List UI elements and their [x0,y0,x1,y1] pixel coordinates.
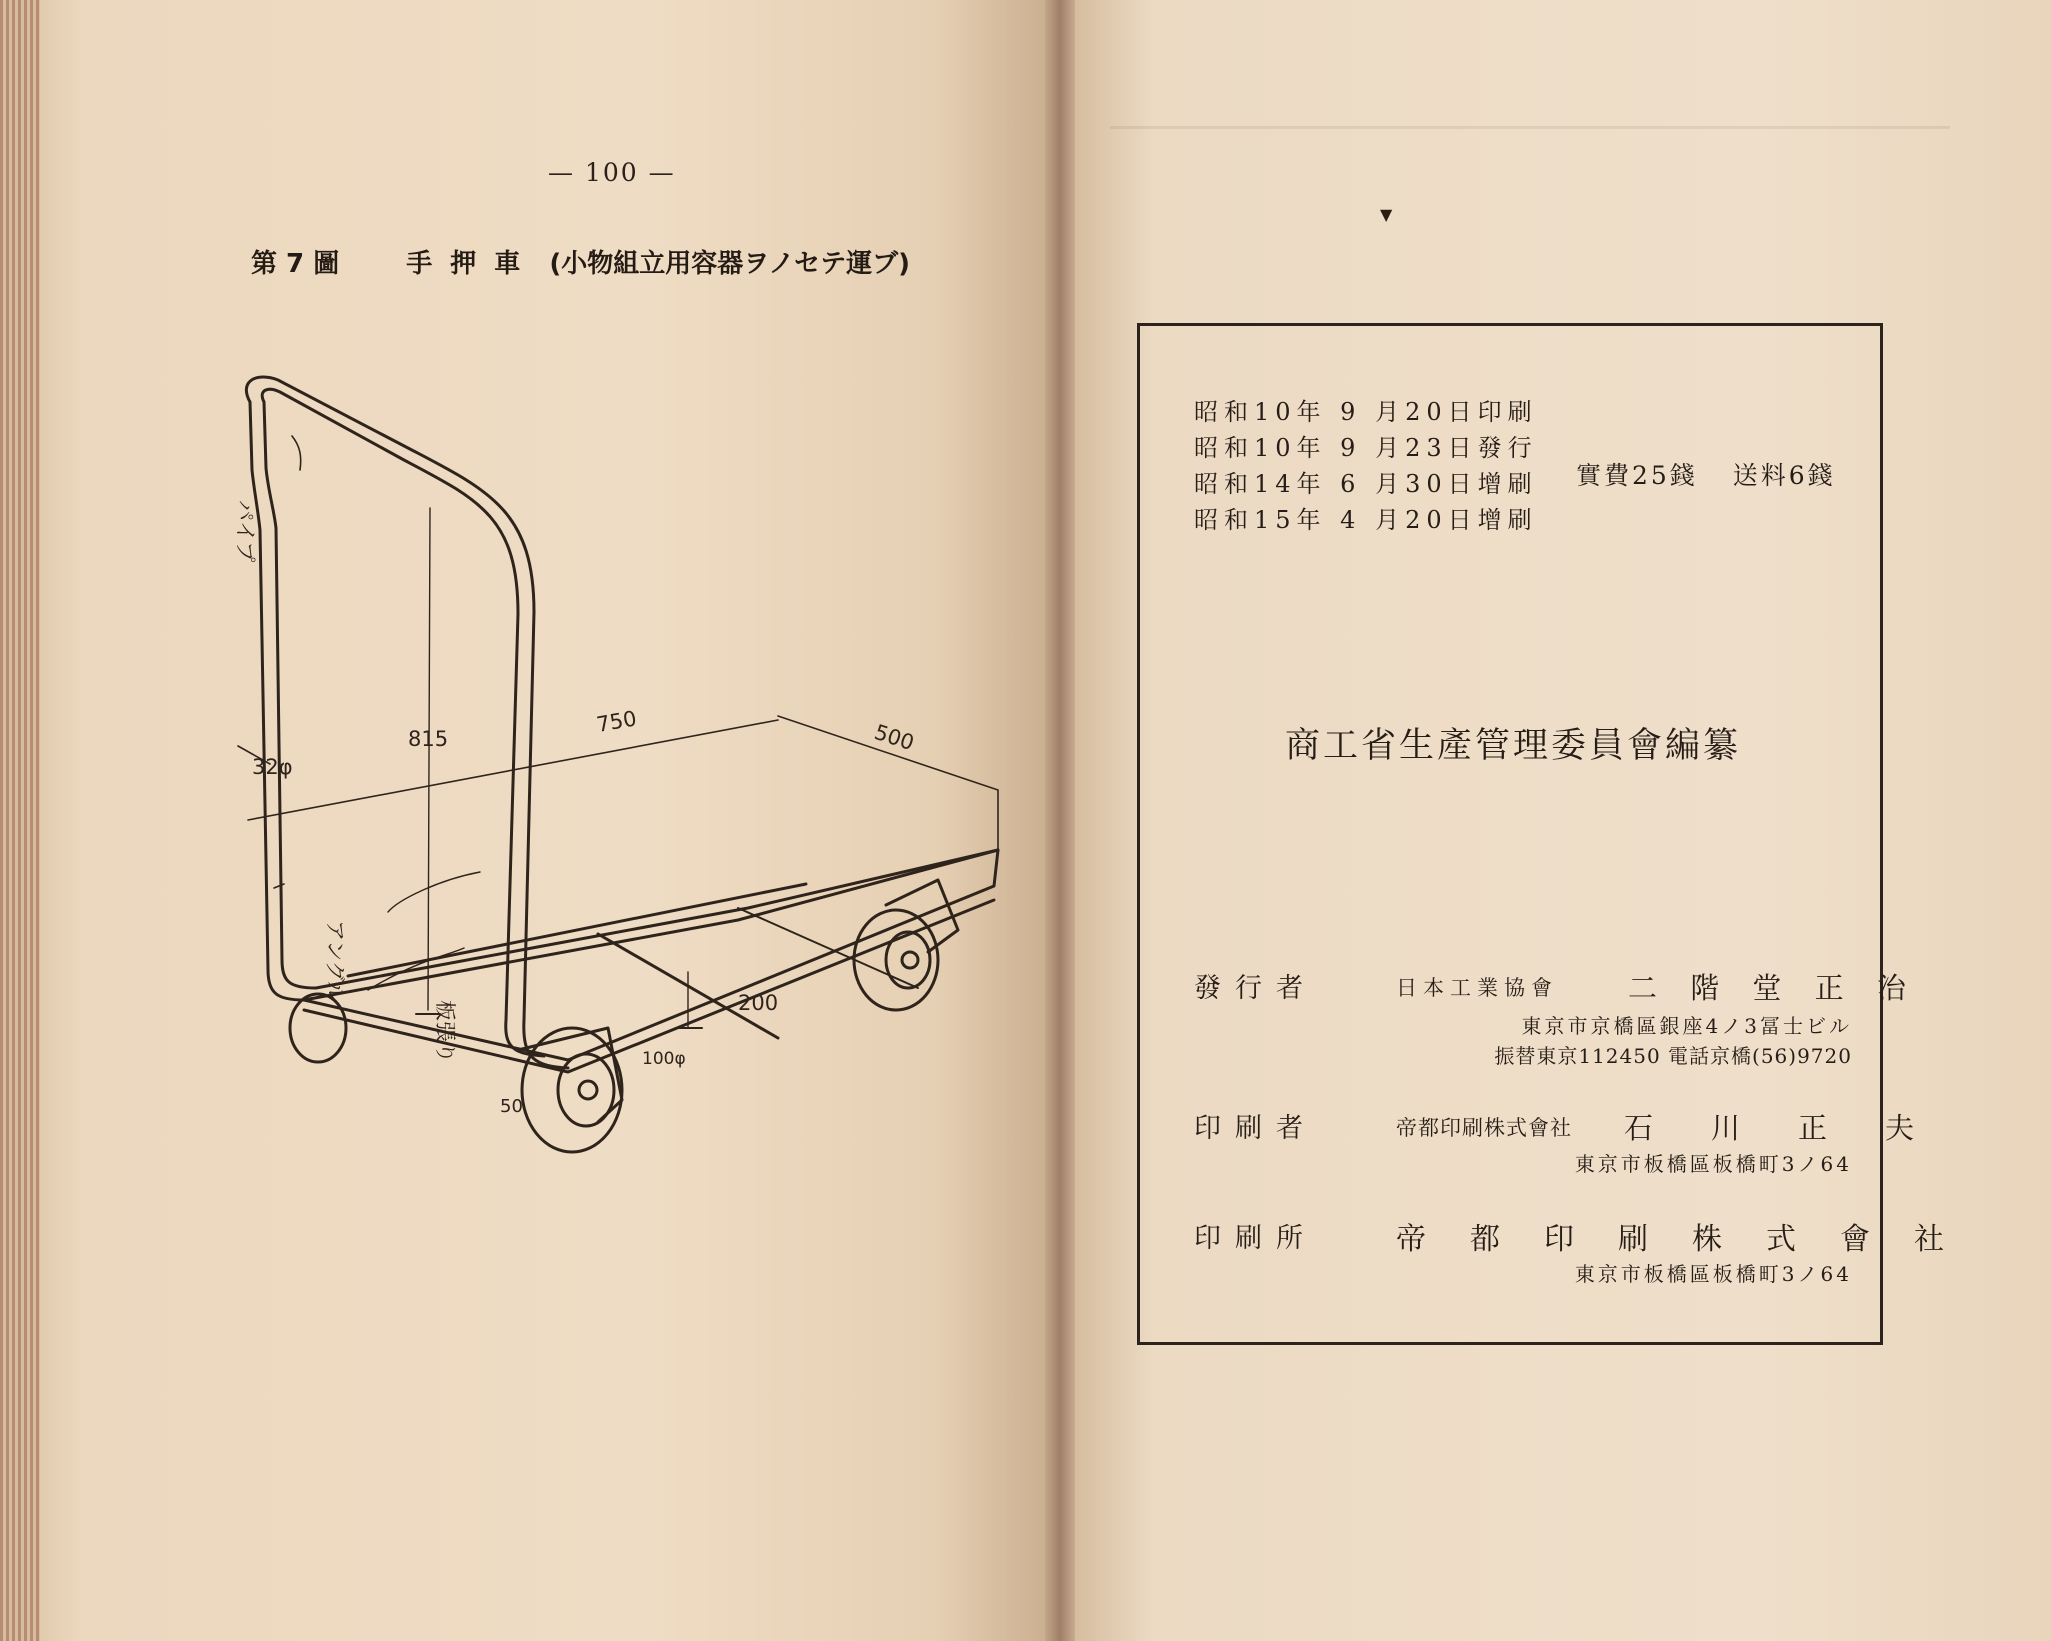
print-dates [1194,394,1538,538]
date-row: 昭和10年 9 月23日發行 [1194,434,1538,462]
label-pipe-diameter: 32φ [252,755,293,779]
price-info [1576,456,1836,492]
printer-address: 東京市板橋區板橋町3ノ64 [1574,1152,1852,1176]
show-through-line [1110,126,1950,129]
printing-house-name: 帝都印刷株式會社 [1396,1222,1988,1257]
book-gutter [1045,0,1075,1641]
price: 實費25錢 [1576,461,1698,490]
printing-house-role: 印刷所 [1194,1223,1317,1254]
label-pipe: パイプ [233,500,257,563]
printing-house-address: 東京市板橋區板橋町3ノ64 [1574,1262,1852,1286]
caster-wheel-front [522,1028,622,1152]
label-height: 815 [408,727,449,751]
figure-number: 第 7 圖 [251,249,340,279]
publisher-role: 發行者 [1194,973,1317,1004]
label-wheel-width: 50 [500,1096,523,1117]
page-edges [0,0,40,1641]
hand-cart-drawing [218,360,1018,1160]
label-board: 板張り [433,1000,457,1063]
colophon-box [1137,323,1988,1345]
mark-triangle: ▼ [1380,205,1393,224]
postage: 送料6錢 [1732,461,1836,490]
label-width: 500 [871,719,918,756]
left-page [18,0,1060,1641]
label-wheel-diameter: 100φ [642,1049,686,1069]
publisher-name: 二 階 堂 正 治 [1628,971,1918,1005]
figure-caption [251,243,910,280]
label-angle: アングル [323,920,347,1003]
publisher-phone: 振替東京112450 電話京橋(56)9720 [1494,1044,1852,1068]
cart-deck [304,850,998,1060]
printer-org: 帝都印刷株式會社 [1396,1116,1572,1140]
page-number: — 100 — [548,158,676,187]
figure-title: 手押車 [406,249,539,279]
compiler: 商工省生產管理委員會編纂 [1284,726,1741,766]
date-row: 昭和14年 6 月30日增刷 [1194,470,1538,498]
printer-role: 印刷者 [1194,1113,1317,1144]
printer-name: 石 川 正 夫 [1624,1111,1915,1145]
date-row: 昭和10年 9 月20日印刷 [1194,398,1538,426]
date-row: 昭和15年 4 月20日增刷 [1194,506,1538,534]
publisher-address: 東京市京橋區銀座4ノ3冨士ビル [1521,1014,1852,1038]
label-clearance: 200 [738,991,779,1015]
caster-fork-front [518,1028,622,1122]
label-length: 750 [594,706,639,737]
publisher-org: 日本工業協會 [1396,976,1558,1000]
figure-subtitle: (小物組立用容器ヲノセテ運ブ) [549,249,911,279]
